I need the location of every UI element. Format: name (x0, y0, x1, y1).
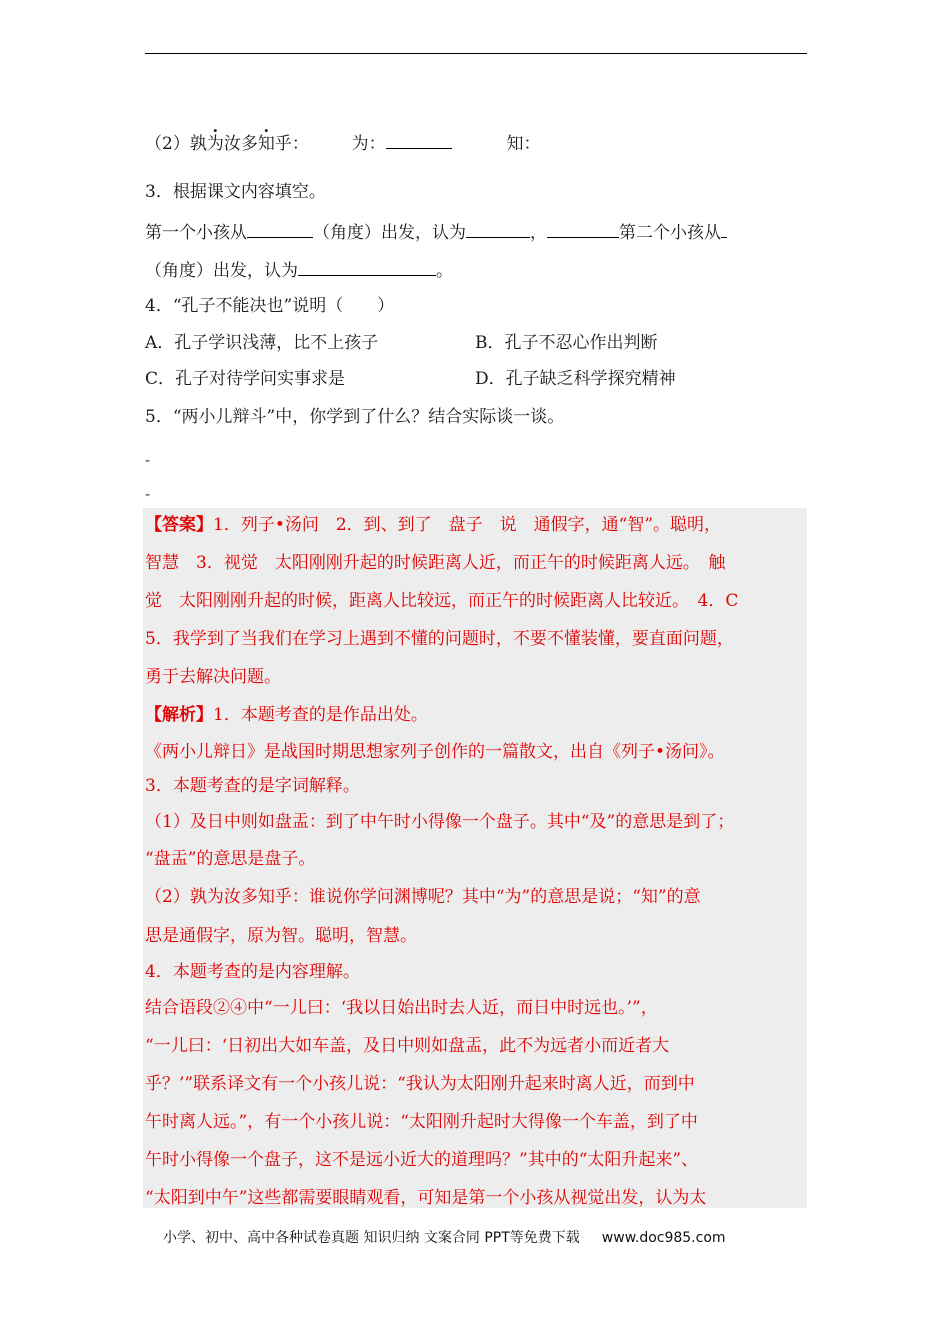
q2-dotted-zhi: 知 (257, 134, 275, 154)
answer-line: 5．我学到了当我们在学习上遇到不懂的问题时，不要不懂装懂，要直面问题， (145, 629, 734, 649)
analysis-line: “盘盂”的意思是盘子。 (145, 849, 316, 869)
separator-dash: - (145, 485, 151, 503)
analysis-line: 乎？’”联系译文有一个小孩儿说：“我认为太阳刚升起来时离人近，而到中 (145, 1074, 695, 1094)
q4-option-d[interactable]: D．孔子缺乏科学探究精神 (475, 369, 676, 389)
q3-text-d: 第二个小孩从 (619, 223, 721, 243)
analysis-line: 思是通假字，原为智。聪明，智慧。 (145, 926, 417, 946)
analysis-tag: 【解析】 (145, 705, 213, 725)
answer-text: 1．列子•汤问 2．到、到了 盘子 说 通假字，通“智”。聪明， (213, 515, 722, 535)
q3-text-c: ， (530, 223, 547, 243)
answer-tag: 【答案】 (145, 515, 213, 535)
analysis-line: 午时小得像一个盘子，这不是远小近大的道理吗？”其中的“太阳升起来”、 (145, 1150, 699, 1170)
analysis-line: 《两小儿辩日》是战国时期思想家列子创作的一篇散文，出自《列子•汤问》。 (145, 742, 725, 762)
q3-text-a: 第一个小孩从 (145, 223, 247, 243)
q3-blank-3[interactable] (547, 219, 619, 238)
footer-text: 小学、初中、高中各种试卷真题 知识归纳 文案合同 PPT等免费下载 (163, 1230, 580, 1246)
q4-title: 4．“孔子不能决也”说明（ ） (145, 296, 395, 316)
analysis-line: 午时离人远。”，有一个小孩儿说：“太阳刚升起时大得像一个车盖，到了中 (145, 1112, 698, 1132)
analysis-line: （2）孰为汝多知乎：谁说你学问渊博呢？其中“为”的意思是说；“知”的意 (145, 887, 701, 907)
q3-blank-5[interactable] (298, 257, 436, 276)
zhi-label: 知： (506, 134, 541, 154)
q4-option-a[interactable]: A．孔子学识浅薄，比不上孩子 (145, 333, 379, 353)
wei-label: 为： (351, 134, 386, 154)
answer-line: 觉 太阳刚刚升起的时候，距离人比较远，而正午的时候距离人比较近。 4．C (145, 591, 739, 611)
q2-suffix: 乎： (274, 134, 309, 154)
q3-text-b: （角度）出发，认为 (313, 223, 466, 243)
q2-dotted-wei: 为 (206, 134, 224, 154)
analysis-line: “一儿曰：‘日初出大如车盖，及日中则如盘盂，此不为远者小而近者大 (145, 1036, 670, 1056)
q3-blank-2[interactable] (466, 219, 530, 238)
analysis-line: 3．本题考查的是字词解释。 (145, 776, 360, 796)
q2-item-line (145, 130, 540, 156)
q3-line-1 (145, 219, 727, 245)
header-rule (145, 53, 807, 54)
q2-prefix: （2）孰 (145, 134, 207, 154)
answer-line (145, 513, 721, 537)
q3-text-f: 。 (436, 261, 453, 281)
analysis-line (145, 703, 428, 727)
wei-blank[interactable] (386, 130, 452, 149)
q3-blank-1[interactable] (247, 219, 313, 238)
footer-site-link[interactable]: www.doc985.com (601, 1230, 726, 1246)
q3-line-2 (145, 257, 453, 283)
q4-option-b[interactable]: B．孔子不忍心作出判断 (475, 333, 658, 353)
q3-title: 3．根据课文内容填空。 (145, 182, 326, 202)
q3-blank-4[interactable] (721, 219, 727, 238)
separator-dash: - (145, 451, 151, 469)
answer-line: 勇于去解决问题。 (145, 667, 281, 687)
analysis-line: 结合语段②④中“一儿曰：‘我以日始出时去人近，而日中时远也。’”， (145, 998, 658, 1018)
analysis-line: （1）及日中则如盘盂：到了中午时小得像一个盘子。其中“及”的意思是到了； (145, 812, 735, 832)
q4-option-c[interactable]: C．孔子对待学问实事求是 (145, 369, 346, 389)
page-footer (163, 1227, 726, 1247)
q2-mid: 汝多 (223, 134, 258, 154)
analysis-line: 4．本题考查的是内容理解。 (145, 962, 360, 982)
analysis-line: “太阳到中午”这些都需要眼睛观看，可知是第一个小孩从视觉出发，认为太 (145, 1188, 707, 1208)
q3-text-e: （角度）出发，认为 (145, 261, 298, 281)
q5-title: 5．“两小儿辩斗”中，你学到了什么？结合实际谈一谈。 (145, 407, 565, 427)
answer-line: 智慧 3．视觉 太阳刚刚升起的时候距离人近，而正午的时候距离人远。 触 (145, 553, 726, 573)
analysis-text: 1．本题考查的是作品出处。 (213, 705, 428, 725)
